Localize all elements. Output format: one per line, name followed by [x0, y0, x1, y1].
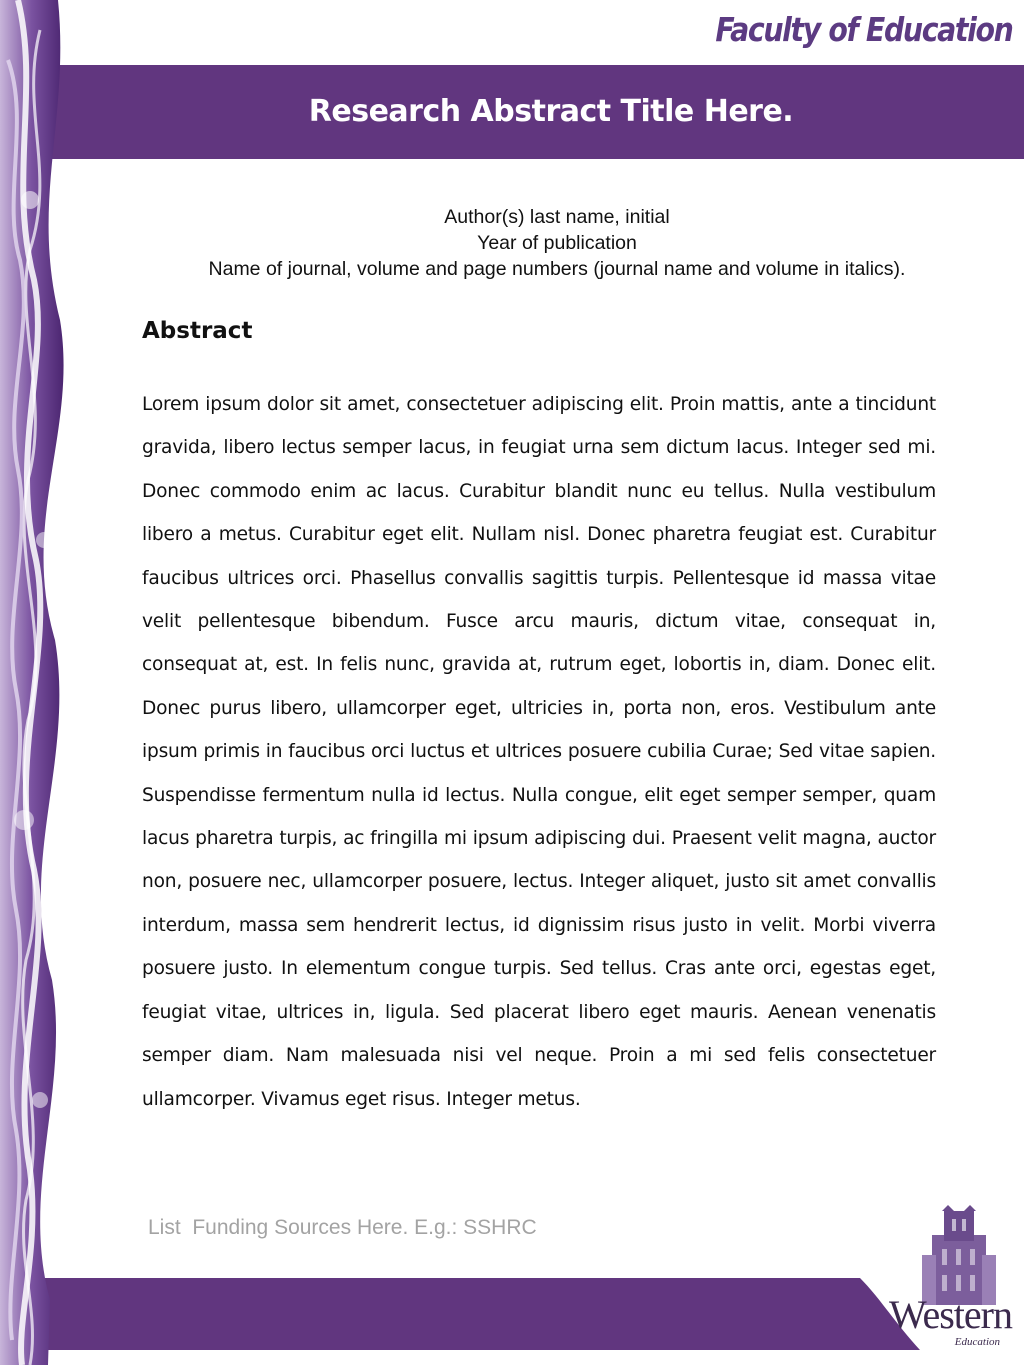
title-banner [0, 65, 1024, 159]
western-logo [884, 1205, 1014, 1355]
abstract-heading: Abstract [142, 318, 253, 344]
faculty-heading: Faculty of Education [714, 10, 1012, 49]
footer-band [0, 1278, 1024, 1350]
citation-year: Year of publication [477, 232, 637, 254]
university-tower-icon [914, 1205, 1004, 1305]
funding-sources: List Funding Sources Here. E.g.: SSHRC [148, 1216, 537, 1239]
decorative-swirl-border [0, 0, 78, 1365]
logo-wordmark: Western [888, 1292, 1012, 1337]
abstract-body: Lorem ipsum dolor sit amet, consectetuer adipiscing elit. Proin mattis, ante a tincidunt gravida, libero lectus semper lacus, in feugiat urna sem dictum lacus. Integer sed mi. Donec commodo enim ac lacus. Curabitur blandit nunc eu tellus. Nulla vestibulum libero a metus. Curabitur eget elit. Nullam nisl. Donec pharetra feugiat est. Curabitur faucibus ultrices orci. Phasellus convallis sagittis turpis. Pellentesque id massa vitae velit pellentesque bibendum. Fusce arcu mauris, dictum vitae, consequat in, consequat at, est. In felis nunc, gravida at, rutrum eget, lobortis in, diam. Donec elit. Donec purus libero, ullamcorper eget, ultricies in, porta non, eros. Vestibulum ante ipsum primis in faucibus orci luctus et ultrices posuere cubilia Curae; Sed vitae sapien. Suspendisse fermentum nulla id lectus. Nulla congue, elit eget semper semper, quam lacus pharetra turpis, ac fringilla mi ipsum adipiscing dui. Praesent velit magna, auctor non, posuere nec, ullamcorper posuere, lectus. Integer aliquet, justo sit amet convallis interdum, massa sem hendrerit lectus, id dignissim risus justo in velit. Morbi viverra posuere justo. In elementum congue turpis. Sed tellus. Cras ante orci, egestas eget, feugiat vitae, ultrices in, ligula. Sed placerat libero eget mauris. Aenean venenatis semper diam. Nam malesuada nisi vel neque. Proin a mi sed felis consectetuer ullamcorper. Vivamus eget risus. Integer metus. [142, 394, 936, 1110]
citation-block [90, 204, 1024, 282]
citation-journal: Name of journal, volume and page numbers (journal name and volume in italics). [208, 258, 906, 280]
logo-subtitle: Education [954, 1336, 1000, 1348]
citation-authors: Author(s) last name, initial [444, 206, 670, 228]
page-title: Research Abstract Title Here. [308, 94, 794, 129]
